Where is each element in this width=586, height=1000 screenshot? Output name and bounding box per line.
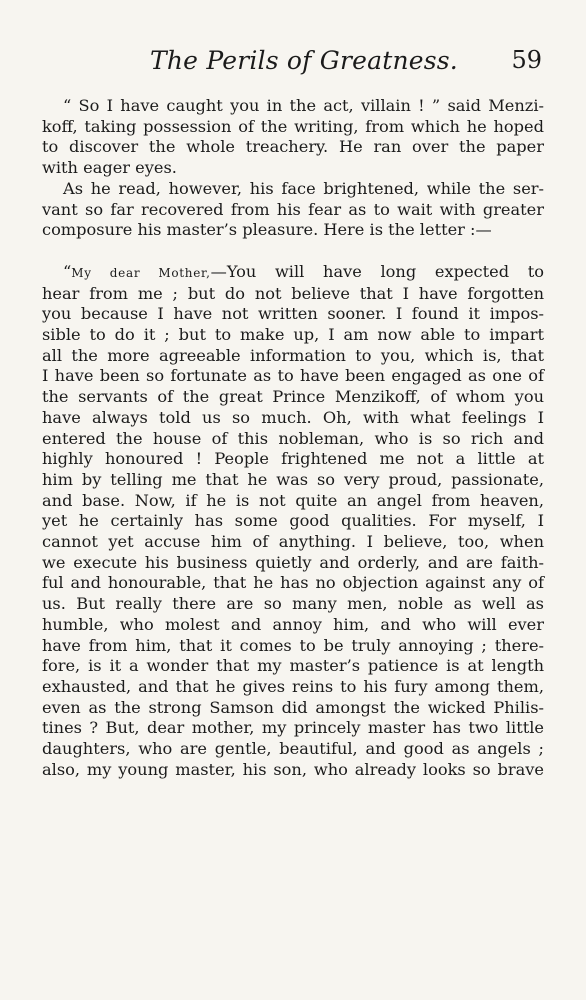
letter-first-line bbox=[42, 262, 544, 284]
text-line: have from him, that it comes to be truly annoying ; there- bbox=[42, 635, 544, 655]
text-line: vant so far recovered from his fear as to wait with greater bbox=[42, 199, 544, 219]
body-text bbox=[42, 96, 544, 781]
text-line: the servants of the great Prince Menzikoff, of whom you bbox=[42, 387, 544, 407]
paragraph-caught-in-act bbox=[42, 96, 544, 179]
text-line: with eager eyes. bbox=[42, 158, 177, 178]
text-line: have always told us so much. Oh, with what feelings I bbox=[42, 407, 544, 427]
text-line: also, my young master, his son, who already looks so brave bbox=[42, 759, 544, 779]
text-line: all the more agreeable information to you, which is, that bbox=[42, 345, 544, 365]
text-line: koff, taking possession of the writing, from which he hoped bbox=[42, 116, 544, 136]
text-line: you because I have not written sooner. I found it impos- bbox=[42, 304, 544, 324]
text-line: and base. Now, if he is not quite an angel from heaven, bbox=[42, 490, 544, 510]
text-line: hear from me ; but do not believe that I have forgotten bbox=[42, 283, 544, 303]
page-header bbox=[0, 38, 586, 88]
text-line: exhausted, and that he gives reins to his fury among them, bbox=[42, 676, 544, 696]
letter-first-line-rest: —You will have long expected to bbox=[210, 261, 544, 281]
text-line: cannot yet accuse him of anything. I believe, too, when bbox=[42, 532, 544, 552]
text-line: us. But really there are so many men, noble as well as bbox=[42, 594, 544, 614]
text-line: composure his master’s pleasure. Here is the letter :— bbox=[42, 220, 492, 240]
text-line: As he read, however, his face brightened, while the ser- bbox=[63, 178, 544, 198]
paragraph-gap bbox=[42, 241, 544, 262]
text-line: we execute his business quietly and orderly, and are faith- bbox=[42, 552, 544, 572]
text-line: him by telling me that he was so very proud, passionate, bbox=[42, 469, 544, 489]
text-line: entered the house of this nobleman, who is so rich and bbox=[42, 428, 544, 448]
letter-text bbox=[42, 262, 544, 781]
text-line: I have been so fortunate as to have been engaged as one of bbox=[42, 366, 544, 386]
text-line: ful and honourable, that he has no objection against any of bbox=[42, 573, 544, 593]
text-line: “ So I have caught you in the act, villain ! ” said Menzi- bbox=[63, 96, 544, 115]
text-line: fore, is it a wonder that my master’s patience is at length bbox=[42, 656, 544, 676]
text-line: even as the strong Samson did amongst the wicked Philis- bbox=[42, 697, 544, 717]
text-line: yet he certainly has some good qualities. For myself, I bbox=[42, 511, 544, 531]
opening-quote: “ bbox=[63, 261, 72, 281]
letter-salutation: My dear Mother, bbox=[71, 265, 211, 280]
text-line: humble, who molest and annoy him, and who will ever bbox=[42, 614, 544, 634]
paragraph-reading-letter bbox=[42, 179, 544, 241]
running-title: The Perils of Greatness. bbox=[150, 46, 458, 75]
text-line: daughters, who are gentle, beautiful, and good as angels ; bbox=[42, 739, 544, 759]
text-line: tines ? But, dear mother, my princely master has two little bbox=[42, 718, 544, 738]
text-line: sible to do it ; but to make up, I am now able to impart bbox=[42, 325, 544, 345]
text-line: to discover the whole treachery. He ran over the paper bbox=[42, 137, 544, 157]
page-number: 59 bbox=[511, 46, 542, 74]
text-line: highly honoured ! People frightened me not a little at bbox=[42, 449, 544, 469]
